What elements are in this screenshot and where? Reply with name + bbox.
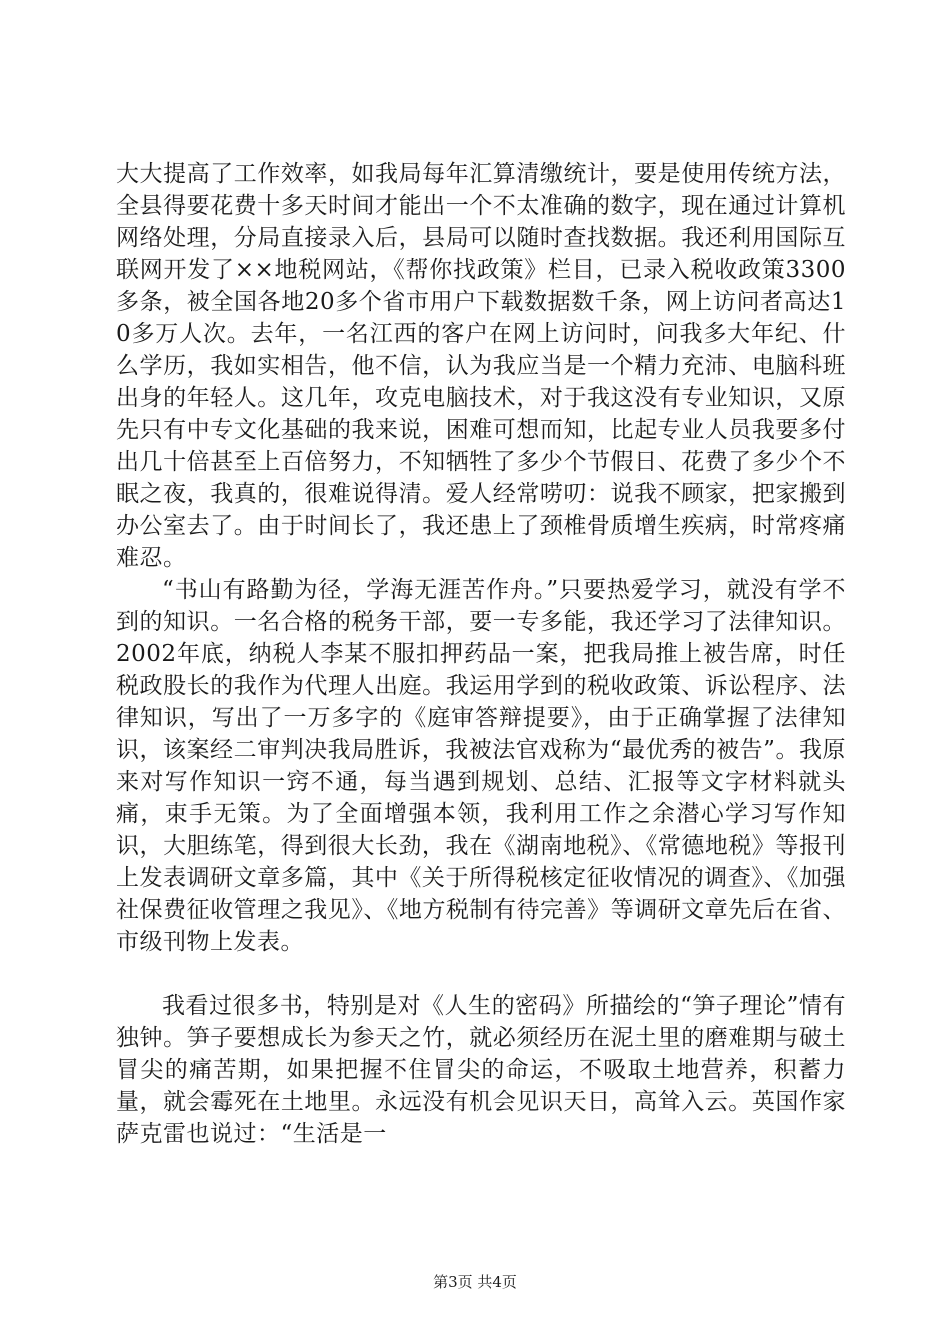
paragraph-3: 我看过很多书，特别是对《人生的密码》所描绘的“笋子理论”情有独钟。笋子要想成长为参天之竹，就必须经历在泥土里的磨难期与破土冒尖的痛苦期，如果把握不住冒尖的命运，不吸取土地营养，积蓄力量，就会霉死在土地里。永远没有机会见识天日，高耸入云。英国作家萨克雷也说过：“生活是一 [116,993,846,1147]
page-footer: 第3页 共4页 [433,1273,517,1291]
paragraph-1: 大大提高了工作效率，如我局每年汇算清缴统计，要是使用传统方法，全县得要花费十多天时间才能出一个不太准确的数字，现在通过计算机网络处理，分局直接录入后，县局可以随时查找数据。我还利用国际互联网开发了××地税网站，《帮你找政策》栏目，已录入税收政策3300多条，被全国各地20多个省市用户下载数据数千条，网上访问者高达10多万人次。去年，一名江西的客户在网上访问时，问我多大年纪、什么学历，我如实相告，他不信，认为我应当是一个精力充沛、电脑科班出身的年轻人。这几年，攻克电脑技术，对于我这没有专业知识，又原先只有中专文化基础的我来说，困难可想而知，比起专业人员我要多付出几十倍甚至上百倍努力，不知牺牲了多少个节假日、花费了多少个不眠之夜，我真的，很难说得清。爱人经常唠叨：说我不顾家，把家搬到办公室去了。由于时间长了，我还患上了颈椎骨质增生疾病，时常疼痛难忍。 [116,161,846,571]
document-body [116,158,846,1150]
paragraph-2: “书山有路勤为径，学海无涯苦作舟。”只要热爱学习，就没有学不到的知识。一名合格的税务干部，要一专多能，我还学习了法律知识。2002年底，纳税人李某不服扣押药品一案，把我局推上被告席，时任税政股长的我作为代理人出庭。我运用学到的税收政策、诉讼程序、法律知识，写出了一万多字的《庭审答辩提要》，由于正确掌握了法律知识，该案经二审判决我局胜诉，我被法官戏称为“最优秀的被告”。我原来对写作知识一窍不通，每当遇到规划、总结、汇报等文字材料就头痛，束手无策。为了全面增强本领，我利用工作之余潜心学习写作知识，大胆练笔，得到很大长劲，我在《湖南地税》、《常德地税》等报刊上发表调研文章多篇，其中《关于所得税核定征收情况的调查》、《加强社保费征收管理之我见》、《地方税制有待完善》等调研文章先后在省、市级刊物上发表。 [116,577,846,955]
